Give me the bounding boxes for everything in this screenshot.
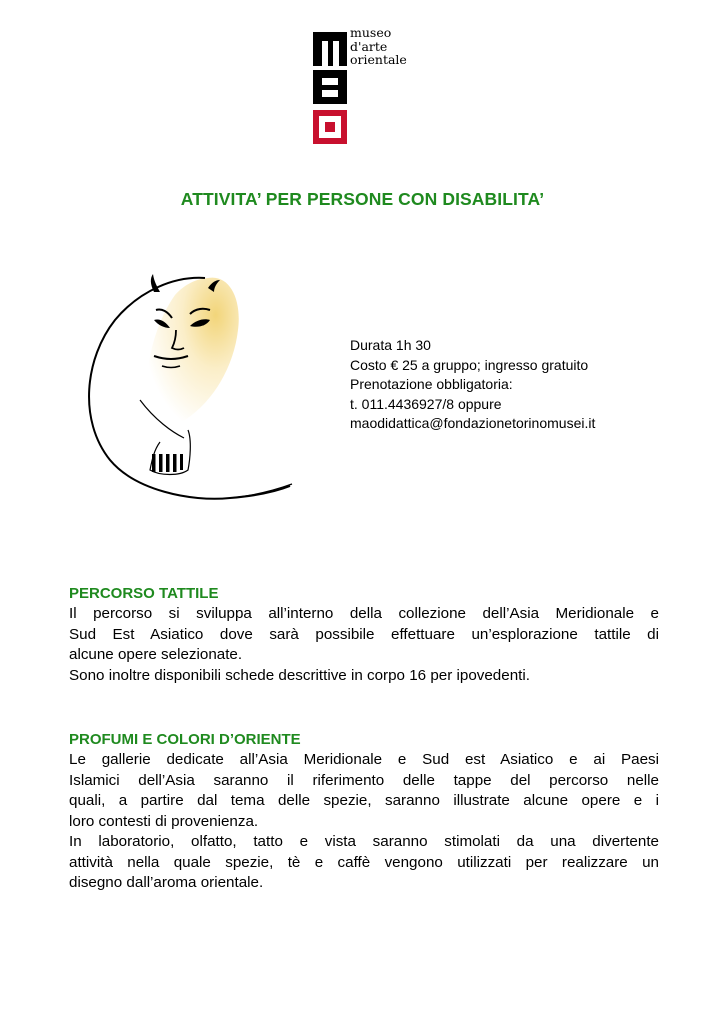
section-heading: PROFUMI E COLORI D’ORIENTE bbox=[69, 731, 301, 748]
cost-text: Costo € 25 a gruppo; ingresso gratuito bbox=[350, 356, 589, 373]
section-heading: PERCORSO TATTILE bbox=[69, 585, 219, 602]
email-link[interactable]: maodidattica@fondazionetorinomusei.it bbox=[350, 415, 596, 431]
body-line: Sono inoltre disponibili schede descrittive in corpo 16 per ipovedenti. bbox=[69, 666, 530, 684]
booking-text: Prenotazione obbligatoria: bbox=[350, 376, 513, 392]
section-body bbox=[69, 604, 659, 686]
body-line: Sud Est Asiatico dove sarà possibile effettuare un’esplorazione tattile di bbox=[69, 625, 659, 643]
section-body bbox=[69, 750, 659, 894]
museum-logo bbox=[313, 26, 423, 144]
body-line: alcune opere selezionate. bbox=[69, 646, 243, 663]
logo-text bbox=[350, 26, 407, 67]
body-line: loro contesti di provenienza. bbox=[69, 812, 259, 830]
info-block bbox=[350, 336, 595, 434]
body-line: In laboratorio, olfatto, tatto e vista saranno stimolati da una divertente bbox=[69, 833, 659, 850]
body-line: attività nella quale spezie, tè e caffè vengono utilizzati per realizzare un bbox=[69, 853, 659, 871]
body-line: Le gallerie dedicate all’Asia Meridionale e Sud est Asiatico e ai Paesi bbox=[69, 751, 659, 768]
body-line: Islamici dell’Asia saranno il riferimento delle tappe del percorso nelle bbox=[69, 771, 659, 789]
logo-text-line: orientale bbox=[350, 52, 407, 67]
page-title: ATTIVITA’ PER PERSONE CON DISABILITA’ bbox=[180, 189, 545, 209]
oni-mask-figure-illustration-icon bbox=[80, 270, 295, 502]
logo-text-line: d'arte bbox=[350, 38, 388, 54]
duration-text: Durata 1h 30 bbox=[350, 337, 431, 353]
mao-logo-mark-icon bbox=[313, 32, 347, 144]
section-profumi-colori bbox=[69, 730, 659, 894]
body-line: Il percorso si sviluppa all’interno della collezione dell’Asia Meridionale e bbox=[69, 605, 659, 622]
body-line: disegno dall’aroma orientale. bbox=[69, 874, 264, 891]
section-percorso-tattile bbox=[69, 584, 659, 686]
body-line: quali, a partire dal tema delle spezie, saranno illustrate alcune opere e i bbox=[69, 792, 659, 809]
phone-text: t. 011.4436927/8 oppure bbox=[350, 395, 502, 412]
logo-text-line: museo bbox=[350, 25, 392, 40]
